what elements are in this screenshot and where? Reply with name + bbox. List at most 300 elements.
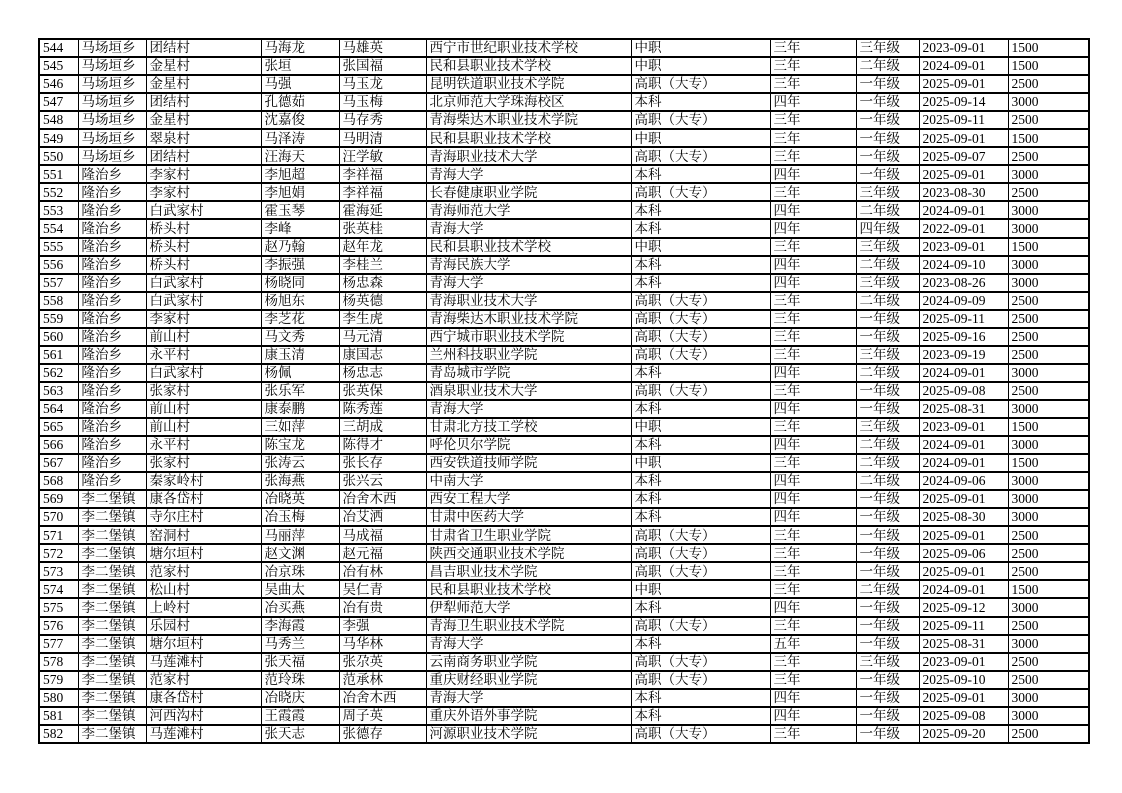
cell-township: 李二堡镇	[78, 617, 146, 635]
cell-start-date: 2025-09-20	[919, 725, 1008, 743]
cell-start-date: 2025-09-01	[919, 562, 1008, 580]
cell-program-length: 三年	[770, 671, 856, 689]
cell-village: 金星村	[146, 75, 261, 93]
cell-township: 隆治乡	[78, 219, 146, 237]
cell-grade: 一年级	[856, 544, 919, 562]
cell-start-date: 2025-08-31	[919, 400, 1008, 418]
cell-amount: 1500	[1008, 129, 1089, 147]
cell-village: 河西沟村	[146, 707, 261, 725]
cell-start-date: 2025-08-30	[919, 508, 1008, 526]
cell-education-level: 中职	[631, 57, 770, 75]
cell-row-number: 562	[39, 364, 78, 382]
cell-program-length: 三年	[770, 75, 856, 93]
cell-amount: 2500	[1008, 328, 1089, 346]
cell-school: 长春健康职业学院	[426, 183, 631, 201]
cell-start-date: 2022-09-01	[919, 219, 1008, 237]
cell-start-date: 2024-09-10	[919, 256, 1008, 274]
cell-program-length: 三年	[770, 382, 856, 400]
cell-student-name: 李海霞	[261, 617, 339, 635]
cell-guardian-name: 冶艾洒	[339, 508, 426, 526]
cell-amount: 2500	[1008, 617, 1089, 635]
cell-township: 李二堡镇	[78, 544, 146, 562]
cell-village: 桥头村	[146, 256, 261, 274]
cell-program-length: 三年	[770, 292, 856, 310]
cell-guardian-name: 张国福	[339, 57, 426, 75]
cell-student-name: 李峰	[261, 219, 339, 237]
cell-guardian-name: 张兴云	[339, 472, 426, 490]
cell-village: 范家村	[146, 562, 261, 580]
cell-start-date: 2025-09-06	[919, 544, 1008, 562]
cell-amount: 3000	[1008, 635, 1089, 653]
cell-village: 马莲滩村	[146, 653, 261, 671]
cell-school: 青海大学	[426, 165, 631, 183]
cell-row-number: 561	[39, 346, 78, 364]
cell-start-date: 2023-09-01	[919, 238, 1008, 256]
cell-township: 隆治乡	[78, 328, 146, 346]
cell-grade: 一年级	[856, 598, 919, 616]
table-row	[39, 598, 1089, 616]
cell-township: 李二堡镇	[78, 653, 146, 671]
table-row	[39, 238, 1089, 256]
cell-amount: 1500	[1008, 454, 1089, 472]
table-row	[39, 256, 1089, 274]
cell-school: 兰州科技职业学院	[426, 346, 631, 364]
cell-row-number: 550	[39, 147, 78, 165]
cell-village: 塘尔垣村	[146, 635, 261, 653]
table-row	[39, 635, 1089, 653]
cell-village: 乐园村	[146, 617, 261, 635]
cell-grade: 一年级	[856, 689, 919, 707]
cell-school: 甘肃省卫生职业学院	[426, 526, 631, 544]
table-row	[39, 147, 1089, 165]
cell-student-name: 马海龙	[261, 39, 339, 57]
cell-guardian-name: 马华林	[339, 635, 426, 653]
cell-grade: 一年级	[856, 400, 919, 418]
cell-row-number: 566	[39, 436, 78, 454]
cell-grade: 三年级	[856, 418, 919, 436]
cell-township: 隆治乡	[78, 165, 146, 183]
cell-start-date: 2023-09-19	[919, 346, 1008, 364]
cell-start-date: 2024-09-01	[919, 580, 1008, 598]
cell-village: 秦家岭村	[146, 472, 261, 490]
cell-education-level: 本科	[631, 472, 770, 490]
cell-township: 李二堡镇	[78, 508, 146, 526]
cell-amount: 2500	[1008, 75, 1089, 93]
cell-student-name: 三如萍	[261, 418, 339, 436]
cell-guardian-name: 汪学敏	[339, 147, 426, 165]
cell-school: 昆明铁道职业技术学院	[426, 75, 631, 93]
table-row	[39, 725, 1089, 743]
cell-grade: 三年级	[856, 346, 919, 364]
cell-start-date: 2023-08-26	[919, 274, 1008, 292]
cell-school: 青海柴达木职业技术学院	[426, 310, 631, 328]
cell-row-number: 570	[39, 508, 78, 526]
cell-grade: 一年级	[856, 310, 919, 328]
cell-amount: 2500	[1008, 382, 1089, 400]
table-row	[39, 454, 1089, 472]
cell-row-number: 569	[39, 490, 78, 508]
cell-education-level: 高职（大专）	[631, 346, 770, 364]
cell-school: 青岛城市学院	[426, 364, 631, 382]
cell-village: 白武家村	[146, 201, 261, 219]
cell-village: 窑洞村	[146, 526, 261, 544]
cell-school: 酒泉职业技术大学	[426, 382, 631, 400]
cell-guardian-name: 冶舍木西	[339, 689, 426, 707]
cell-village: 团结村	[146, 93, 261, 111]
cell-education-level: 本科	[631, 707, 770, 725]
cell-guardian-name: 赵年龙	[339, 238, 426, 256]
cell-education-level: 高职（大专）	[631, 292, 770, 310]
table-row	[39, 544, 1089, 562]
cell-guardian-name: 杨忠志	[339, 364, 426, 382]
cell-education-level: 中职	[631, 238, 770, 256]
cell-village: 李家村	[146, 310, 261, 328]
cell-school: 青海大学	[426, 689, 631, 707]
cell-program-length: 四年	[770, 274, 856, 292]
cell-township: 马场垣乡	[78, 111, 146, 129]
cell-school: 陕西交通职业技术学院	[426, 544, 631, 562]
cell-township: 隆治乡	[78, 292, 146, 310]
cell-school: 青海大学	[426, 400, 631, 418]
cell-amount: 3000	[1008, 598, 1089, 616]
cell-township: 隆治乡	[78, 310, 146, 328]
cell-education-level: 高职（大专）	[631, 147, 770, 165]
cell-row-number: 565	[39, 418, 78, 436]
cell-guardian-name: 李祥福	[339, 165, 426, 183]
cell-school: 重庆财经职业学院	[426, 671, 631, 689]
cell-guardian-name: 马存秀	[339, 111, 426, 129]
table-row	[39, 274, 1089, 292]
cell-grade: 一年级	[856, 707, 919, 725]
cell-row-number: 579	[39, 671, 78, 689]
table-row	[39, 39, 1089, 57]
cell-amount: 1500	[1008, 238, 1089, 256]
cell-start-date: 2024-09-01	[919, 57, 1008, 75]
cell-education-level: 高职（大专）	[631, 653, 770, 671]
table-row	[39, 201, 1089, 219]
cell-program-length: 四年	[770, 400, 856, 418]
table-row	[39, 364, 1089, 382]
cell-school: 青海大学	[426, 635, 631, 653]
cell-amount: 1500	[1008, 39, 1089, 57]
cell-start-date: 2025-09-08	[919, 382, 1008, 400]
cell-row-number: 559	[39, 310, 78, 328]
cell-student-name: 沈嘉俊	[261, 111, 339, 129]
cell-education-level: 本科	[631, 689, 770, 707]
cell-grade: 一年级	[856, 111, 919, 129]
cell-grade: 四年级	[856, 219, 919, 237]
cell-row-number: 573	[39, 562, 78, 580]
table-row	[39, 111, 1089, 129]
cell-township: 李二堡镇	[78, 490, 146, 508]
cell-student-name: 马强	[261, 75, 339, 93]
cell-township: 马场垣乡	[78, 57, 146, 75]
cell-program-length: 三年	[770, 57, 856, 75]
cell-amount: 2500	[1008, 310, 1089, 328]
cell-amount: 3000	[1008, 707, 1089, 725]
cell-program-length: 四年	[770, 707, 856, 725]
cell-start-date: 2023-09-01	[919, 39, 1008, 57]
cell-education-level: 本科	[631, 490, 770, 508]
cell-program-length: 三年	[770, 111, 856, 129]
cell-school: 西宁市世纪职业技术学校	[426, 39, 631, 57]
cell-start-date: 2024-09-06	[919, 472, 1008, 490]
cell-program-length: 四年	[770, 689, 856, 707]
cell-education-level: 高职（大专）	[631, 382, 770, 400]
cell-guardian-name: 马成福	[339, 526, 426, 544]
cell-student-name: 赵文渊	[261, 544, 339, 562]
cell-amount: 2500	[1008, 292, 1089, 310]
cell-guardian-name: 张尕英	[339, 653, 426, 671]
cell-student-name: 李芝花	[261, 310, 339, 328]
table-row	[39, 93, 1089, 111]
cell-education-level: 本科	[631, 436, 770, 454]
cell-township: 隆治乡	[78, 201, 146, 219]
cell-student-name: 李振强	[261, 256, 339, 274]
cell-student-name: 冶玉梅	[261, 508, 339, 526]
cell-school: 青海民族大学	[426, 256, 631, 274]
cell-row-number: 557	[39, 274, 78, 292]
table-row	[39, 653, 1089, 671]
cell-guardian-name: 张长存	[339, 454, 426, 472]
cell-row-number: 564	[39, 400, 78, 418]
table-row	[39, 57, 1089, 75]
cell-program-length: 四年	[770, 364, 856, 382]
cell-student-name: 康玉清	[261, 346, 339, 364]
cell-guardian-name: 张英桂	[339, 219, 426, 237]
cell-school: 重庆外语外事学院	[426, 707, 631, 725]
cell-township: 李二堡镇	[78, 635, 146, 653]
cell-program-length: 四年	[770, 165, 856, 183]
cell-grade: 一年级	[856, 129, 919, 147]
cell-guardian-name: 杨英德	[339, 292, 426, 310]
cell-amount: 1500	[1008, 418, 1089, 436]
cell-student-name: 霍玉琴	[261, 201, 339, 219]
cell-amount: 2500	[1008, 562, 1089, 580]
cell-school: 青海大学	[426, 219, 631, 237]
cell-grade: 一年级	[856, 508, 919, 526]
cell-village: 康各岱村	[146, 689, 261, 707]
table-row	[39, 328, 1089, 346]
cell-education-level: 本科	[631, 598, 770, 616]
cell-student-name: 孔德茹	[261, 93, 339, 111]
cell-grade: 三年级	[856, 653, 919, 671]
cell-program-length: 三年	[770, 310, 856, 328]
cell-education-level: 高职（大专）	[631, 526, 770, 544]
cell-program-length: 三年	[770, 653, 856, 671]
table-row	[39, 562, 1089, 580]
cell-student-name: 陈宝龙	[261, 436, 339, 454]
cell-village: 翠泉村	[146, 129, 261, 147]
cell-education-level: 中职	[631, 580, 770, 598]
cell-program-length: 三年	[770, 129, 856, 147]
cell-program-length: 三年	[770, 147, 856, 165]
cell-program-length: 三年	[770, 617, 856, 635]
cell-grade: 三年级	[856, 39, 919, 57]
cell-student-name: 康泰鹏	[261, 400, 339, 418]
cell-guardian-name: 陈得才	[339, 436, 426, 454]
cell-start-date: 2025-09-01	[919, 689, 1008, 707]
cell-grade: 一年级	[856, 562, 919, 580]
cell-guardian-name: 赵元福	[339, 544, 426, 562]
cell-row-number: 548	[39, 111, 78, 129]
cell-village: 塘尔垣村	[146, 544, 261, 562]
cell-guardian-name: 吴仁青	[339, 580, 426, 598]
cell-village: 团结村	[146, 147, 261, 165]
cell-row-number: 567	[39, 454, 78, 472]
cell-grade: 二年级	[856, 256, 919, 274]
cell-township: 隆治乡	[78, 364, 146, 382]
cell-start-date: 2025-08-31	[919, 635, 1008, 653]
cell-start-date: 2025-09-01	[919, 129, 1008, 147]
cell-program-length: 四年	[770, 201, 856, 219]
cell-education-level: 高职（大专）	[631, 617, 770, 635]
cell-education-level: 本科	[631, 508, 770, 526]
cell-program-length: 三年	[770, 183, 856, 201]
cell-grade: 三年级	[856, 274, 919, 292]
cell-education-level: 本科	[631, 635, 770, 653]
cell-village: 马莲滩村	[146, 725, 261, 743]
cell-village: 李家村	[146, 165, 261, 183]
cell-school: 昌吉职业技术学院	[426, 562, 631, 580]
cell-education-level: 高职（大专）	[631, 75, 770, 93]
cell-guardian-name: 李生虎	[339, 310, 426, 328]
cell-guardian-name: 霍海延	[339, 201, 426, 219]
cell-education-level: 本科	[631, 219, 770, 237]
cell-start-date: 2025-09-01	[919, 165, 1008, 183]
cell-program-length: 三年	[770, 238, 856, 256]
cell-village: 寺尔庄村	[146, 508, 261, 526]
cell-grade: 二年级	[856, 454, 919, 472]
cell-start-date: 2025-09-07	[919, 147, 1008, 165]
cell-start-date: 2025-09-11	[919, 111, 1008, 129]
cell-education-level: 高职（大专）	[631, 183, 770, 201]
cell-guardian-name: 张德存	[339, 725, 426, 743]
cell-student-name: 马秀兰	[261, 635, 339, 653]
cell-student-name: 李旭娟	[261, 183, 339, 201]
cell-student-name: 冶晓英	[261, 490, 339, 508]
cell-amount: 3000	[1008, 490, 1089, 508]
cell-program-length: 四年	[770, 219, 856, 237]
cell-grade: 二年级	[856, 364, 919, 382]
cell-program-length: 三年	[770, 580, 856, 598]
table-row	[39, 472, 1089, 490]
cell-row-number: 545	[39, 57, 78, 75]
cell-township: 隆治乡	[78, 183, 146, 201]
cell-start-date: 2025-09-08	[919, 707, 1008, 725]
cell-amount: 3000	[1008, 165, 1089, 183]
cell-row-number: 568	[39, 472, 78, 490]
cell-school: 民和县职业技术学校	[426, 238, 631, 256]
table-row	[39, 707, 1089, 725]
cell-row-number: 577	[39, 635, 78, 653]
cell-village: 永平村	[146, 346, 261, 364]
cell-amount: 3000	[1008, 219, 1089, 237]
cell-township: 隆治乡	[78, 256, 146, 274]
cell-amount: 3000	[1008, 436, 1089, 454]
cell-village: 前山村	[146, 400, 261, 418]
cell-township: 隆治乡	[78, 274, 146, 292]
cell-student-name: 赵乃翰	[261, 238, 339, 256]
cell-school: 青海职业技术大学	[426, 292, 631, 310]
cell-guardian-name: 杨忠森	[339, 274, 426, 292]
cell-township: 李二堡镇	[78, 526, 146, 544]
cell-row-number: 572	[39, 544, 78, 562]
cell-start-date: 2025-09-01	[919, 526, 1008, 544]
cell-start-date: 2024-09-01	[919, 454, 1008, 472]
cell-student-name: 王霞霞	[261, 707, 339, 725]
cell-school: 伊犁师范大学	[426, 598, 631, 616]
cell-row-number: 556	[39, 256, 78, 274]
cell-row-number: 551	[39, 165, 78, 183]
cell-school: 中南大学	[426, 472, 631, 490]
cell-student-name: 杨旭东	[261, 292, 339, 310]
cell-school: 青海职业技术大学	[426, 147, 631, 165]
cell-guardian-name: 范承林	[339, 671, 426, 689]
cell-guardian-name: 马玉龙	[339, 75, 426, 93]
cell-grade: 二年级	[856, 201, 919, 219]
table-row	[39, 508, 1089, 526]
cell-school: 民和县职业技术学校	[426, 580, 631, 598]
cell-program-length: 三年	[770, 725, 856, 743]
cell-school: 青海柴达木职业技术学院	[426, 111, 631, 129]
cell-amount: 2500	[1008, 183, 1089, 201]
cell-township: 隆治乡	[78, 472, 146, 490]
cell-start-date: 2025-09-11	[919, 617, 1008, 635]
cell-row-number: 578	[39, 653, 78, 671]
table-row	[39, 346, 1089, 364]
cell-school: 民和县职业技术学校	[426, 129, 631, 147]
cell-row-number: 546	[39, 75, 78, 93]
cell-township: 李二堡镇	[78, 580, 146, 598]
table-row	[39, 183, 1089, 201]
table-row	[39, 418, 1089, 436]
cell-grade: 二年级	[856, 57, 919, 75]
cell-row-number: 552	[39, 183, 78, 201]
table-row	[39, 129, 1089, 147]
cell-guardian-name: 马玉梅	[339, 93, 426, 111]
cell-township: 隆治乡	[78, 436, 146, 454]
cell-grade: 三年级	[856, 183, 919, 201]
cell-student-name: 杨晓同	[261, 274, 339, 292]
cell-student-name: 张海燕	[261, 472, 339, 490]
cell-grade: 二年级	[856, 472, 919, 490]
cell-grade: 一年级	[856, 165, 919, 183]
cell-amount: 3000	[1008, 256, 1089, 274]
cell-township: 隆治乡	[78, 400, 146, 418]
cell-student-name: 张天福	[261, 653, 339, 671]
cell-guardian-name: 马明清	[339, 129, 426, 147]
cell-row-number: 580	[39, 689, 78, 707]
cell-grade: 一年级	[856, 382, 919, 400]
cell-row-number: 575	[39, 598, 78, 616]
cell-village: 永平村	[146, 436, 261, 454]
cell-school: 青海大学	[426, 274, 631, 292]
cell-student-name: 张天志	[261, 725, 339, 743]
cell-grade: 一年级	[856, 328, 919, 346]
cell-school: 青海卫生职业技术学院	[426, 617, 631, 635]
cell-township: 马场垣乡	[78, 75, 146, 93]
cell-program-length: 三年	[770, 454, 856, 472]
cell-program-length: 三年	[770, 346, 856, 364]
cell-amount: 3000	[1008, 274, 1089, 292]
table-row	[39, 165, 1089, 183]
table-row	[39, 671, 1089, 689]
cell-village: 张家村	[146, 454, 261, 472]
cell-village: 上岭村	[146, 598, 261, 616]
cell-amount: 3000	[1008, 689, 1089, 707]
cell-row-number: 576	[39, 617, 78, 635]
